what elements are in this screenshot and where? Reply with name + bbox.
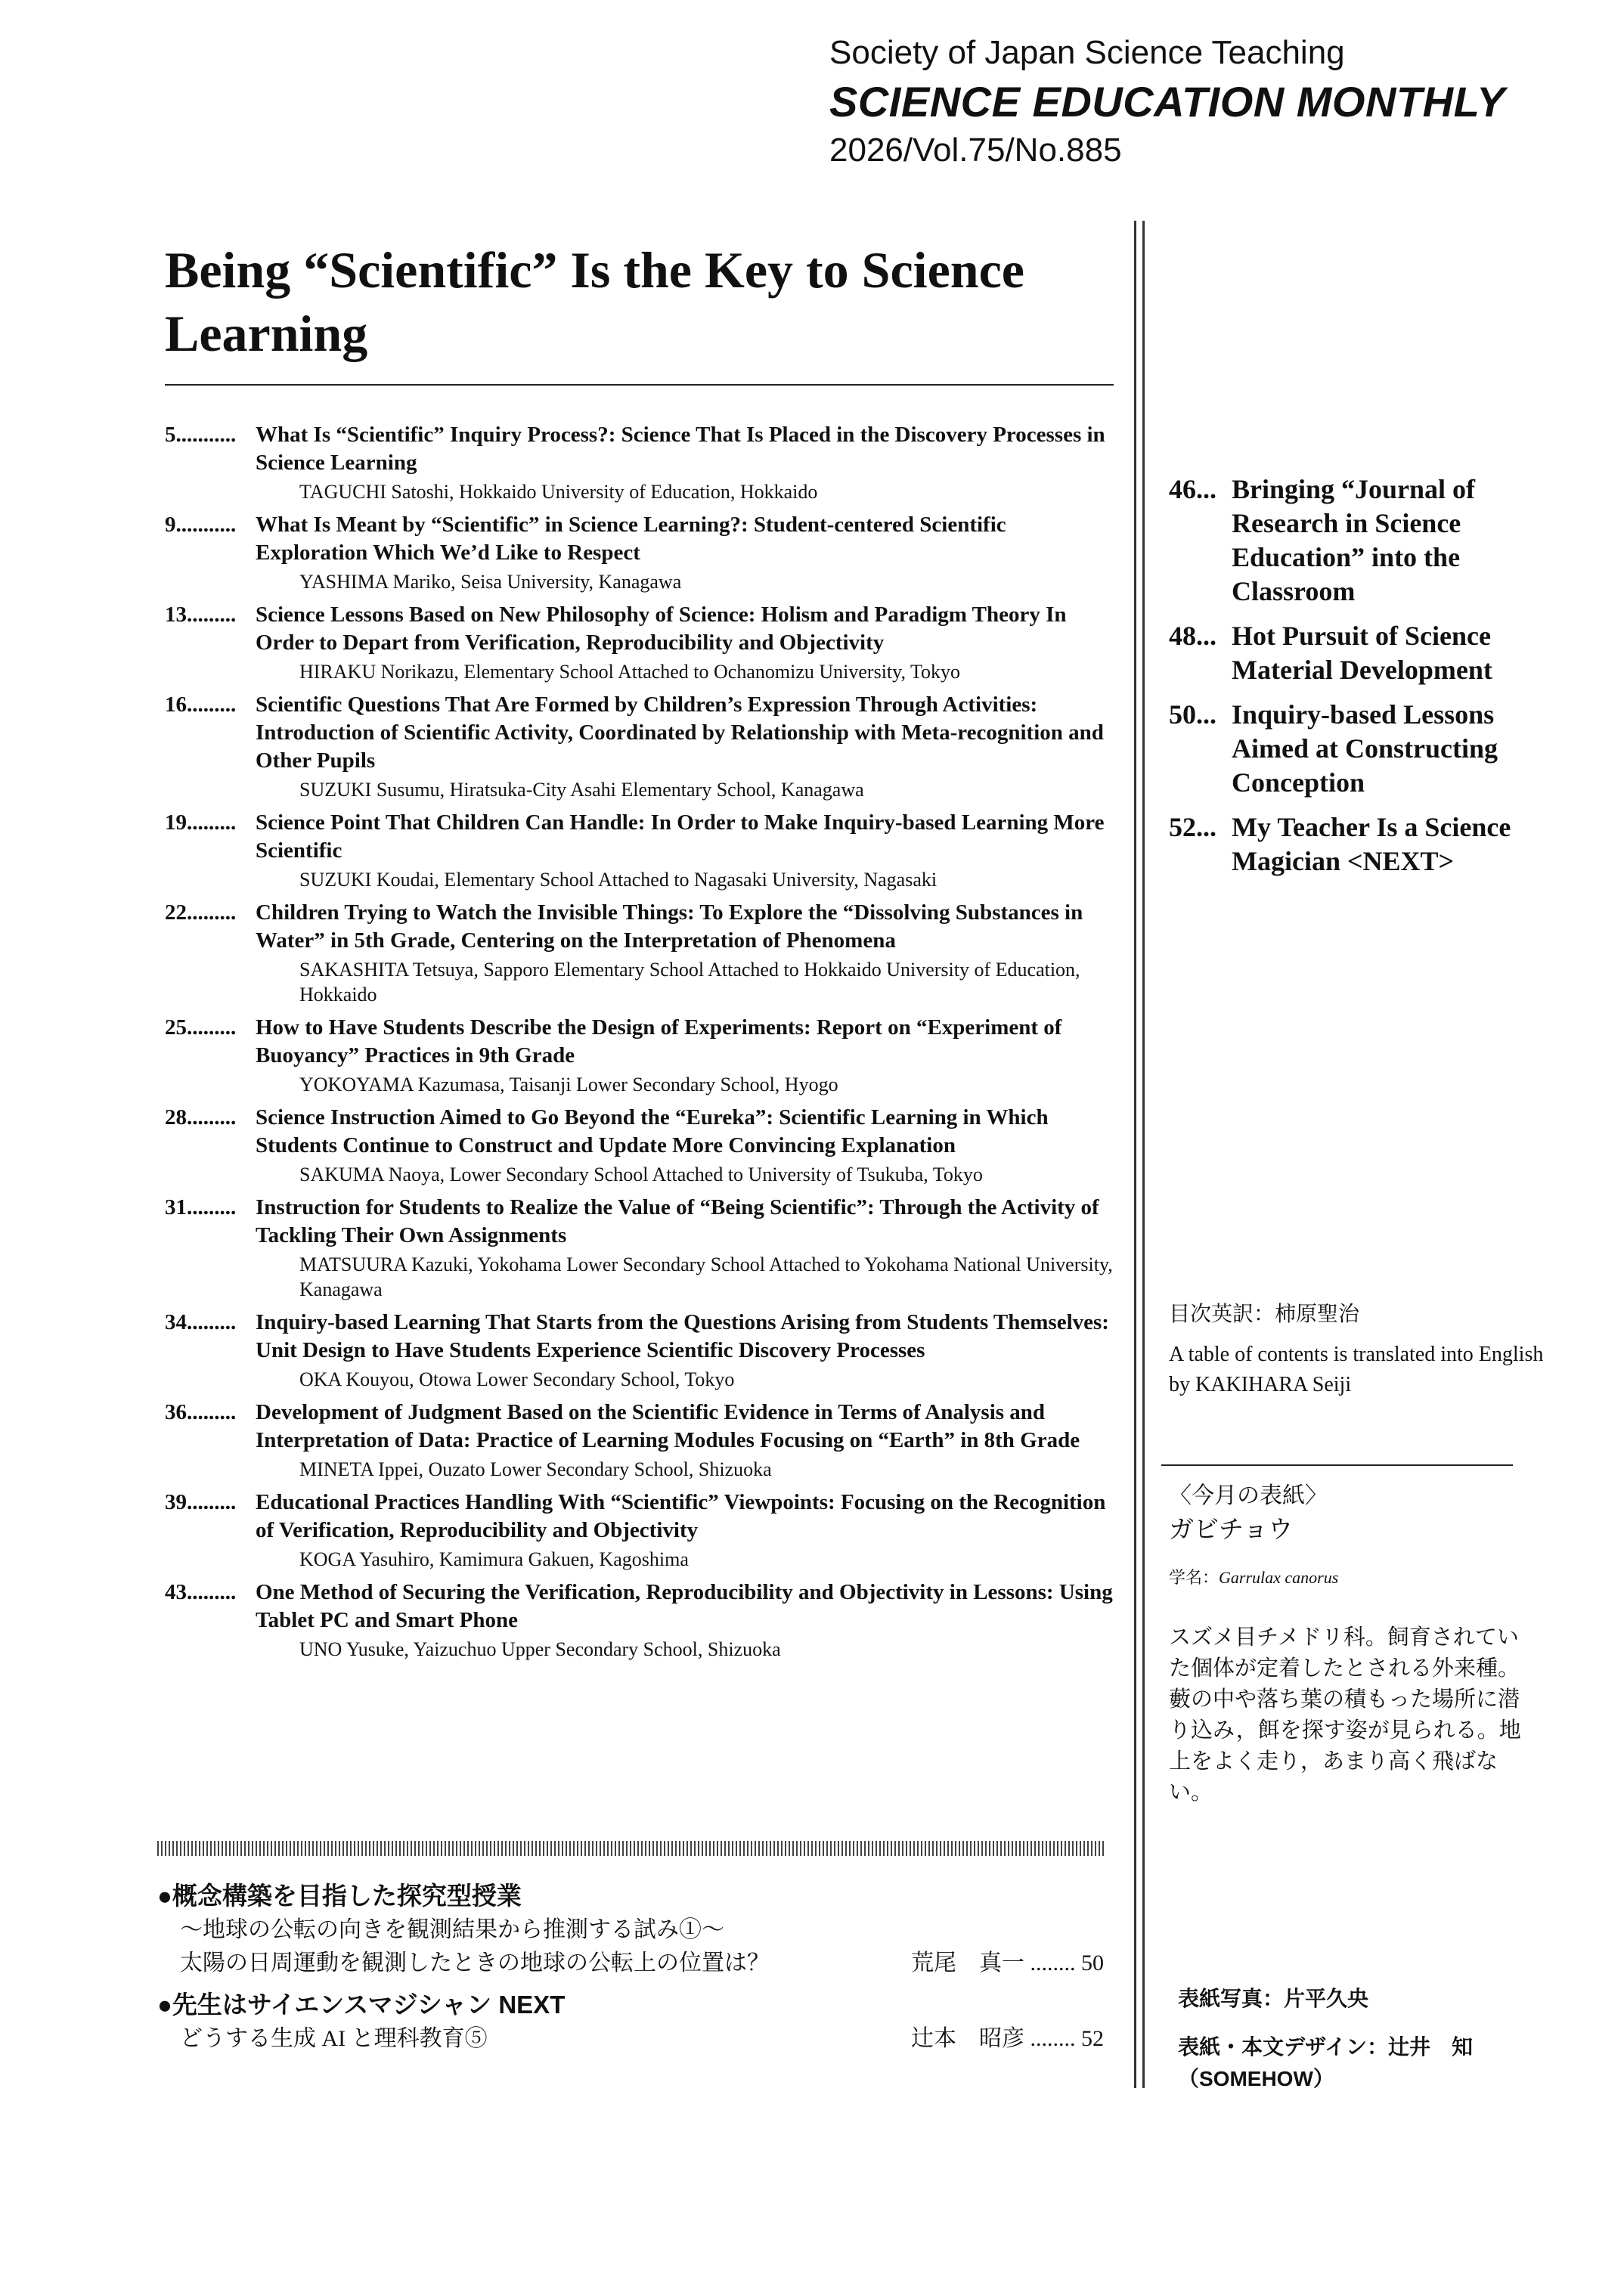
cover-bird-name: ガビチョウ bbox=[1169, 1515, 1294, 1543]
toc-title: What Is “Scientific” Inquiry Process?: Science That Is Placed in the Discovery Processes in Science Learning bbox=[256, 423, 1105, 475]
series-line bbox=[157, 2022, 1104, 2056]
column-divider bbox=[1142, 221, 1145, 2088]
toc-page: 16......... bbox=[165, 693, 237, 717]
series-author: 荒尾 真一 bbox=[911, 1951, 1024, 1975]
toc-entry[interactable] bbox=[165, 511, 1117, 594]
toc-title: Development of Judgment Based on the Scientific Evidence in Terms of Analysis and Interpretation of Data: Practice of Learning Modules Focusing on “Earth” in 8th Grade bbox=[256, 1400, 1080, 1452]
sidebar-toc-title: Hot Pursuit of Science Material Development bbox=[1232, 621, 1492, 685]
toc-page: 13......... bbox=[165, 603, 237, 627]
toc-entry[interactable] bbox=[165, 1194, 1117, 1302]
toc-title: Scientific Questions That Are Formed by Children’s Expression Through Activities: Introduction of Scientific Activity, Coordinated by Relationship with Meta-recognition and Other Pupils bbox=[256, 693, 1104, 773]
toc-entry[interactable] bbox=[165, 1579, 1117, 1662]
toc-author: YASHIMA Mariko, Seisa University, Kanagawa bbox=[299, 571, 682, 593]
toc-title: How to Have Students Describe the Design of Experiments: Report on “Experiment of Buoyancy” Practices in 9th Grade bbox=[256, 1015, 1062, 1067]
toc-title: Instruction for Students to Realize the Value of “Being Scientific”: Through the Activity of Tackling Their Own Assignments bbox=[256, 1195, 1099, 1247]
toc-author: SAKUMA Naoya, Lower Secondary School Attached to University of Tsukuba, Tokyo bbox=[299, 1164, 983, 1185]
sidebar-toc-page: 50... bbox=[1169, 699, 1216, 730]
title-rule bbox=[165, 384, 1114, 386]
sidebar-toc-entry[interactable] bbox=[1169, 810, 1547, 878]
issue-number: 2026/Vol.75/No.885 bbox=[829, 132, 1122, 169]
translator-note bbox=[1169, 1299, 1547, 1400]
toc-entry[interactable] bbox=[165, 899, 1117, 1007]
sidebar-toc-page: 52... bbox=[1169, 812, 1216, 842]
series-heading: ●先生はサイエンスマジシャン NEXT bbox=[157, 1991, 566, 2019]
series-section bbox=[157, 1879, 1104, 2063]
sidebar-toc-entry[interactable] bbox=[1169, 698, 1547, 800]
toc-page: 39......... bbox=[165, 1490, 237, 1514]
series-author-page bbox=[911, 2022, 1104, 2056]
toc-title: Science Lessons Based on New Philosophy of Science: Holism and Paradigm Theory In Order to Depart from Verification, Reproducibility and Objectivity bbox=[256, 603, 1067, 655]
series-item[interactable] bbox=[157, 1988, 1104, 2056]
toc-author: TAGUCHI Satoshi, Hokkaido University of Education, Hokkaido bbox=[299, 481, 818, 503]
scientific-name-label: 学名： bbox=[1169, 1568, 1220, 1587]
toc-page: 43......... bbox=[165, 1580, 237, 1604]
toc-entry[interactable] bbox=[165, 1399, 1117, 1482]
cover-description: スズメ目チメドリ科。飼育されていた個体が定着したとされる外来種。藪の中や落ち葉の積もった場所に潜り込み，餌を探す姿が見られる。地上をよく走り，あまり高く飛ばない。 bbox=[1169, 1625, 1521, 1805]
feature-title: Being “Scientific” Is the Key to Science Learning bbox=[165, 241, 1024, 362]
series-heading: ●概念構築を目指した探究型授業 bbox=[157, 1882, 522, 1910]
translator-jp: 目次英訳：柿原聖治 bbox=[1169, 1302, 1360, 1325]
toc-page: 34......... bbox=[165, 1310, 237, 1334]
toc-page: 9........... bbox=[165, 513, 237, 537]
credits bbox=[1178, 1983, 1541, 2095]
scientific-name bbox=[1169, 1566, 1524, 1589]
column-divider bbox=[1134, 221, 1136, 2088]
toc-title: Science Point That Children Can Handle: In Order to Make Inquiry-based Learning More Scientific bbox=[256, 810, 1105, 863]
photo-credit: 表紙写真：片平久央 bbox=[1178, 1987, 1369, 2010]
toc-entry[interactable] bbox=[165, 1014, 1117, 1097]
translator-en: A table of contents is translated into English by KAKIHARA Seiji bbox=[1169, 1343, 1544, 1396]
sidebar-toc-title: Inquiry-based Lessons Aimed at Constructing Conception bbox=[1232, 699, 1498, 798]
series-author: 辻本 昭彦 bbox=[911, 2026, 1024, 2051]
society-name: Society of Japan Science Teaching bbox=[829, 34, 1345, 71]
toc-entry[interactable] bbox=[165, 601, 1117, 684]
series-page: ........ 50 bbox=[1030, 1951, 1104, 1975]
design-credit: 表紙・本文デザイン：辻井 知 bbox=[1178, 2035, 1474, 2059]
toc-page: 25......... bbox=[165, 1015, 237, 1040]
table-of-contents bbox=[165, 421, 1117, 1669]
toc-title: Educational Practices Handling With “Scientific” Viewpoints: Focusing on the Recognition of Verification, Reproducibility and Objectivity bbox=[256, 1490, 1106, 1542]
toc-page: 28......... bbox=[165, 1105, 237, 1129]
sidebar-toc-page: 48... bbox=[1169, 621, 1216, 651]
hatched-divider bbox=[157, 1841, 1104, 1856]
toc-page: 36......... bbox=[165, 1400, 237, 1424]
cover-rule bbox=[1161, 1464, 1513, 1466]
toc-author: UNO Yusuke, Yaizuchuo Upper Secondary School, Shizuoka bbox=[299, 1638, 781, 1660]
toc-author: SUZUKI Susumu, Hiratsuka-City Asahi Elementary School, Kanagawa bbox=[299, 779, 864, 801]
toc-entry[interactable] bbox=[165, 809, 1117, 892]
toc-entry[interactable] bbox=[165, 691, 1117, 802]
cover-info bbox=[1169, 1480, 1524, 1808]
toc-page: 5........... bbox=[165, 423, 237, 447]
toc-title: Inquiry-based Learning That Starts from the Questions Arising from Students Themselves: Unit Design to Have Students Experience Scientific Discovery Processes bbox=[256, 1310, 1109, 1362]
toc-title: One Method of Securing the Verification, Reproducibility and Objectivity in Lessons: Using Tablet PC and Smart Phone bbox=[256, 1580, 1113, 1632]
toc-page: 19......... bbox=[165, 810, 237, 835]
sidebar-toc-title: Bringing “Journal of Research in Science Education” into the Classroom bbox=[1232, 474, 1476, 606]
masthead bbox=[829, 30, 1585, 172]
toc-entry[interactable] bbox=[165, 1489, 1117, 1572]
toc-page: 31......... bbox=[165, 1195, 237, 1219]
series-page: ........ 52 bbox=[1030, 2026, 1104, 2051]
cover-heading: 〈今月の表紙〉 bbox=[1169, 1483, 1328, 1508]
toc-entry[interactable] bbox=[165, 1309, 1117, 1392]
toc-author: SAKASHITA Tetsuya, Sapporo Elementary School Attached to Hokkaido University of Education, Hokkaido bbox=[299, 959, 1080, 1006]
sidebar-toc-entry[interactable] bbox=[1169, 473, 1547, 609]
sidebar-toc bbox=[1169, 473, 1547, 889]
series-article-title: どうする生成 AI と理科教育⑤ bbox=[180, 2026, 488, 2051]
toc-entry[interactable] bbox=[165, 421, 1117, 504]
journal-title: SCIENCE EDUCATION MONTHLY bbox=[829, 78, 1505, 125]
sidebar-toc-entry[interactable] bbox=[1169, 619, 1547, 687]
toc-title: Children Trying to Watch the Invisible Things: To Explore the “Dissolving Substances in Water” in 5th Grade, Centering on the Interpretation of Phenomena bbox=[256, 900, 1083, 953]
series-item[interactable] bbox=[157, 1879, 1104, 1980]
toc-author: OKA Kouyou, Otowa Lower Secondary School, Tokyo bbox=[299, 1368, 735, 1390]
series-line bbox=[157, 1947, 1104, 1980]
toc-author: YOKOYAMA Kazumasa, Taisanji Lower Secondary School, Hyogo bbox=[299, 1074, 838, 1095]
scientific-name-value: Garrulax canorus bbox=[1219, 1568, 1339, 1587]
toc-title: What Is Meant by “Scientific” in Science Learning?: Student-centered Scientific Exploration Which We’d Like to Respect bbox=[256, 513, 1006, 565]
series-subtitle: ～地球の公転の向きを観測結果から推測する試み①～ bbox=[180, 1917, 724, 1942]
sidebar-toc-title: My Teacher Is a Science Magician <NEXT> bbox=[1232, 812, 1511, 876]
toc-author: KOGA Yasuhiro, Kamimura Gakuen, Kagoshima bbox=[299, 1548, 689, 1570]
sidebar-toc-page: 46... bbox=[1169, 474, 1216, 504]
series-author-page bbox=[911, 1947, 1104, 1980]
toc-entry[interactable] bbox=[165, 1104, 1117, 1187]
toc-author: MATSUURA Kazuki, Yokohama Lower Secondary School Attached to Yokohama National University, Kanagawa bbox=[299, 1253, 1113, 1300]
toc-title: Science Instruction Aimed to Go Beyond the “Eureka”: Scientific Learning in Which Students Continue to Construct and Update More Convincing Explanation bbox=[256, 1105, 1049, 1157]
toc-author: MINETA Ippei, Ouzato Lower Secondary School, Shizuoka bbox=[299, 1458, 772, 1480]
toc-page: 22......... bbox=[165, 900, 237, 925]
toc-author: SUZUKI Koudai, Elementary School Attached to Nagasaki University, Nagasaki bbox=[299, 869, 938, 891]
toc-author: HIRAKU Norikazu, Elementary School Attached to Ochanomizu University, Tokyo bbox=[299, 661, 961, 683]
design-studio: （SOMEHOW） bbox=[1178, 2067, 1334, 2090]
series-article-title: 太陽の日周運動を観測したときの地球の公転上の位置は？ bbox=[180, 1951, 770, 1975]
